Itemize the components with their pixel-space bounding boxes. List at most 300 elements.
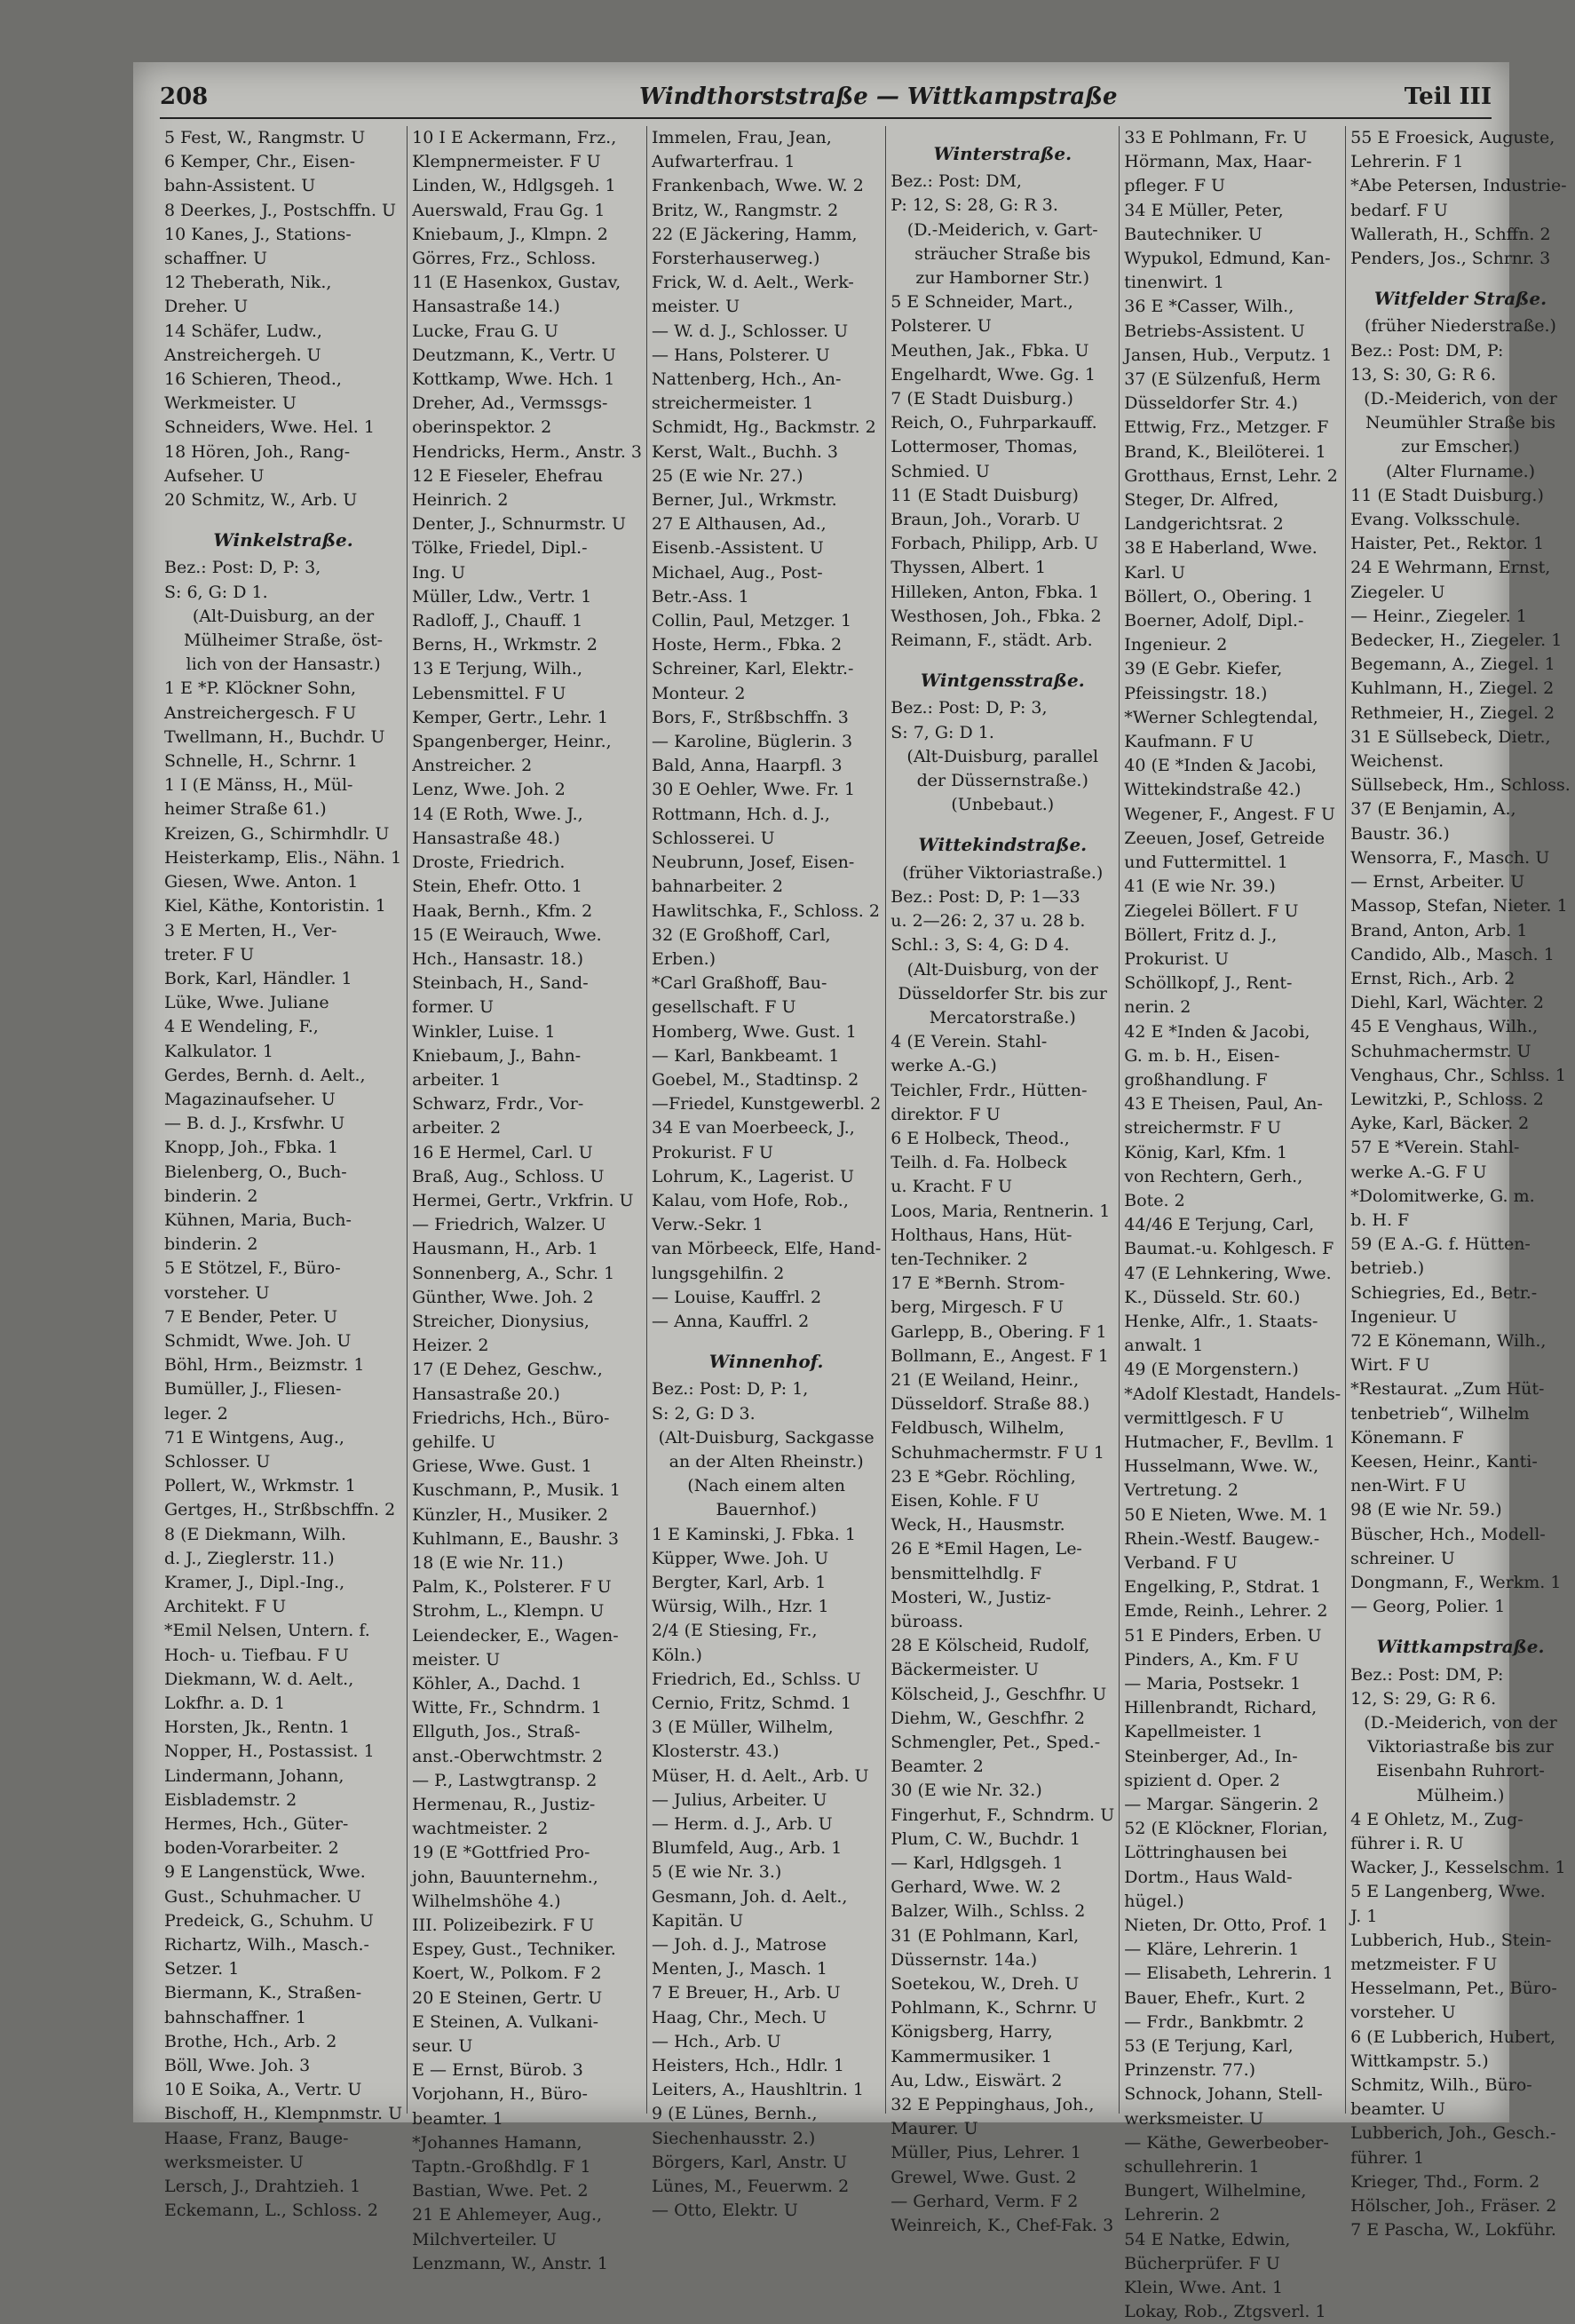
- directory-entry: Hausmann, H., Arb. 1: [412, 1239, 598, 1259]
- directory-entry: nerin. 2: [1124, 997, 1191, 1018]
- directory-entry: Krieger, Thd., Form. 2: [1350, 2171, 1540, 2192]
- directory-entry: 16 Schieren, Theod.,: [164, 369, 342, 390]
- directory-entry: Gerdes, Bernh. d. Aelt.,: [164, 1065, 366, 1085]
- directory-entry: Hermei, Gertr., Vrkfrin. U: [412, 1190, 634, 1210]
- directory-entry: nen-Wirt. F U: [1350, 1476, 1467, 1496]
- directory-entry: Haak, Bernh., Kfm. 2: [412, 900, 593, 921]
- directory-entry: 71 E Wintgens, Aug.,: [164, 1427, 344, 1448]
- directory-entry: Büscher, Hch., Modell-: [1350, 1524, 1546, 1544]
- directory-entry: Kapellmeister. 1: [1124, 1722, 1263, 1742]
- directory-entry: Ellguth, Jos., Straß-: [412, 1722, 581, 1742]
- column-3: [647, 126, 886, 2221]
- directory-entry: arbeiter. 2: [412, 1118, 502, 1138]
- directory-entry: Haag, Chr., Mech. U: [652, 2007, 827, 2027]
- directory-entry: Baumat.-u. Kohlgesch. F: [1124, 1239, 1334, 1259]
- directory-entry: Hansastraße 20.): [412, 1384, 560, 1404]
- directory-entry: Braun, Joh., Vorarb. U: [890, 510, 1080, 530]
- column-2: [408, 126, 647, 2273]
- directory-entry: 44/46 E Terjung, Carl,: [1124, 1215, 1315, 1235]
- directory-entry: Kalau, vom Hofe, Rob.,: [652, 1190, 849, 1210]
- directory-entry: — Käthe, Gewerbeober-: [1124, 2132, 1329, 2153]
- directory-entry: 7 E Breuer, H., Arb. U: [652, 1983, 841, 2003]
- directory-entry: Thyssen, Albert. 1: [890, 558, 1047, 578]
- directory-entry: Schlosserei. U: [652, 828, 775, 848]
- directory-entry: Strohm, L., Klempn. U: [412, 1601, 605, 1622]
- directory-entry: 9 E Langenstück, Wwe.: [164, 1862, 366, 1883]
- directory-entry: Kniebaum, J., Klmpn. 2: [412, 224, 608, 244]
- directory-entry: Bez.: Post: DM, P:: [1350, 1664, 1504, 1685]
- columns-container: [160, 126, 1571, 2322]
- directory-entry: Hendricks, Herm., Anstr. 3: [412, 441, 643, 462]
- directory-entry: Gust., Schuhmacher. U: [164, 1886, 361, 1907]
- directory-entry: direktor. F U: [890, 1104, 1001, 1124]
- directory-entry: Schuhmachermstr. U: [1350, 1041, 1531, 1061]
- directory-entry: Goebel, M., Stadtinsp. 2: [652, 1069, 859, 1090]
- directory-entry: Friedrichs, Hch., Büro-: [412, 1408, 610, 1428]
- directory-entry: Könemann. F: [1350, 1427, 1464, 1448]
- directory-entry: Homberg, Wwe. Gust. 1: [652, 1021, 857, 1042]
- directory-entry: Gerhard, Wwe. W. 2: [890, 1877, 1062, 1898]
- directory-entry: Balzer, Wilh., Schlss. 2: [890, 1901, 1086, 1922]
- directory-entry: Bergter, Karl, Arb. 1: [652, 1572, 827, 1592]
- directory-entry: Ingenieur. U: [1350, 1306, 1458, 1327]
- directory-entry: 20 Schmitz, W., Arb. U: [164, 490, 358, 511]
- street-note: (D.-Meiderich, von der: [1364, 1713, 1557, 1733]
- directory-entry: Fingerhut, F., Schndrm. U: [890, 1804, 1115, 1825]
- directory-entry: 1 I (E Mänss, H., Mül-: [164, 775, 353, 796]
- directory-entry: 18 Hören, Joh., Rang-: [164, 441, 351, 462]
- directory-entry: Predeick, G., Schuhm. U: [164, 1910, 374, 1931]
- directory-entry: Milchverteiler. U: [412, 2229, 558, 2249]
- directory-entry: 6 (E Lubberich, Hubert,: [1350, 2027, 1556, 2047]
- directory-entry: Kerst, Walt., Buchh. 3: [652, 441, 839, 462]
- directory-entry: Penders, Jos., Schrnr. 3: [1350, 249, 1551, 269]
- directory-entry: großhandlung. F: [1124, 1069, 1268, 1090]
- directory-entry: tinenwirt. 1: [1124, 273, 1224, 293]
- directory-entry: 1 E *P. Klöckner Sohn,: [164, 678, 356, 699]
- directory-entry: Engelking, P., Stdrat. 1: [1124, 1577, 1322, 1598]
- directory-entry: Steger, Dr. Alfred,: [1124, 490, 1279, 511]
- directory-entry: 49 (E Morgenstern.): [1124, 1360, 1299, 1380]
- directory-entry: van Mörbeeck, Elfe, Hand-: [652, 1239, 882, 1259]
- directory-entry: Günther, Wwe. Joh. 2: [412, 1287, 594, 1307]
- directory-entry: 5 (E wie Nr. 3.): [652, 1862, 782, 1883]
- street-heading: Wittekindstraße.: [918, 834, 1088, 856]
- directory-entry: Michael, Aug., Post-: [652, 562, 823, 583]
- directory-entry: Denter, J., Schnurmstr. U: [412, 514, 626, 535]
- directory-entry: Begemann, A., Ziegel. 1: [1350, 654, 1555, 675]
- directory-entry: Aufseher. U: [164, 465, 265, 486]
- directory-entry: Schnock, Johann, Stell-: [1124, 2084, 1323, 2105]
- street-note: Düsseldorfer Str. bis zur: [898, 983, 1107, 1003]
- directory-entry: — Julius, Arbeiter. U: [652, 1789, 827, 1810]
- directory-entry: Süllsebeck, Hm., Schloss.: [1350, 775, 1571, 796]
- street-note: Neumühler Straße bis: [1365, 413, 1556, 433]
- directory-entry: 34 E Müller, Peter,: [1124, 200, 1284, 220]
- directory-entry: Spangenberger, Heinr.,: [412, 732, 612, 752]
- directory-entry: *Dolomitwerke, G. m.: [1350, 1186, 1535, 1206]
- directory-entry: anwalt. 1: [1124, 1336, 1204, 1356]
- directory-entry: 12 E Fieseler, Ehefrau: [412, 465, 604, 486]
- directory-entry: Kiel, Käthe, Kontoristin. 1: [164, 896, 386, 916]
- directory-entry: Görres, Frz., Schloss.: [412, 249, 597, 269]
- street-note: Mercatorstraße.): [929, 1007, 1076, 1027]
- directory-entry: Siechenhausstr. 2.): [652, 2128, 816, 2148]
- directory-entry: beamter. 1: [412, 2108, 503, 2129]
- directory-entry: Müller, Pius, Lehrer. 1: [890, 2143, 1081, 2163]
- directory-entry: Monteur. 2: [652, 683, 746, 703]
- column-6: [1346, 126, 1575, 2241]
- directory-entry: Horsten, Jk., Rentn. 1: [164, 1717, 351, 1738]
- directory-entry: Frick, W. d. Aelt., Werk-: [652, 273, 854, 293]
- directory-entry: 16 E Hermel, Carl. U: [412, 1142, 593, 1162]
- directory-entry: 59 (E A.-G. f. Hütten-: [1350, 1234, 1531, 1255]
- directory-entry: Weichenst.: [1350, 751, 1444, 772]
- directory-entry: werksmeister. U: [1124, 2108, 1264, 2129]
- street-note: Bauernhof.): [716, 1500, 817, 1520]
- directory-entry: 50 E Nieten, Wwe. M. 1: [1124, 1504, 1329, 1525]
- directory-entry: Frankenbach, Wwe. W. 2: [652, 176, 864, 196]
- directory-entry: Schwarz, Frdr., Vor-: [412, 1094, 584, 1114]
- directory-entry: 11 (E Hasenkox, Gustav,: [412, 273, 621, 293]
- directory-entry: — Friedrich, Walzer. U: [412, 1215, 606, 1235]
- directory-entry: 53 (E Terjung, Karl,: [1124, 2036, 1294, 2057]
- directory-entry: 6 Kemper, Chr., Eisen-: [164, 152, 356, 172]
- street-note: an der Alten Rheinstr.): [669, 1451, 864, 1471]
- directory-entry: büroass.: [890, 1611, 964, 1631]
- street-note: (Alt-Duisburg, Sackgasse: [658, 1427, 875, 1448]
- directory-entry: Müser, H. d. Aelt., Arb. U: [652, 1765, 869, 1786]
- directory-entry: Ayke, Karl, Bäcker. 2: [1350, 1114, 1530, 1134]
- street-heading: Wittkampstraße.: [1376, 1636, 1545, 1658]
- directory-entry: hügel.): [1124, 1891, 1184, 1911]
- directory-entry: 12 Theberath, Nik.,: [164, 273, 332, 293]
- directory-entry: Friedrich, Ed., Schlss. U: [652, 1669, 861, 1689]
- directory-entry: Streicher, Dionysius,: [412, 1311, 590, 1331]
- directory-entry: bensmittelhdlg. F: [890, 1563, 1042, 1583]
- street-note: sträucher Straße bis: [914, 243, 1091, 264]
- directory-entry: 5 E Schneider, Mart.,: [890, 292, 1073, 313]
- street-note: (Alt-Duisburg, parallel: [906, 746, 1099, 766]
- directory-entry: Mosteri, W., Justiz-: [890, 1587, 1052, 1607]
- directory-entry: — Elisabeth, Lehrerin. 1: [1124, 1963, 1334, 1984]
- directory-entry: 32 E Peppinghaus, Joh.,: [890, 2095, 1095, 2115]
- directory-entry: Au, Ldw., Eiswärt. 2: [890, 2070, 1063, 2090]
- directory-entry: Schreiner, Karl, Elektr.-: [652, 659, 854, 679]
- directory-entry: Lehrerin. F 1: [1350, 152, 1464, 172]
- directory-entry: Kaufmann. F U: [1124, 732, 1254, 752]
- directory-entry: schreiner. U: [1350, 1548, 1455, 1568]
- directory-entry: Kapitän. U: [652, 1910, 744, 1931]
- directory-entry: Neubrunn, Josef, Eisen-: [652, 853, 855, 873]
- directory-entry: Wirt. F U: [1350, 1355, 1430, 1376]
- directory-entry: Vorjohann, H., Büro-: [412, 2084, 588, 2105]
- directory-entry: 12, S: 29, G: R 6.: [1350, 1688, 1497, 1709]
- directory-entry: 23 E *Gebr. Röchling,: [890, 1466, 1076, 1487]
- directory-entry: Diehl, Karl, Wächter. 2: [1350, 993, 1544, 1013]
- directory-entry: — Hans, Polsterer. U: [652, 345, 830, 365]
- directory-entry: spizient d. Oper. 2: [1124, 1770, 1280, 1790]
- directory-entry: Lünes, M., Feuerwm. 2: [652, 2177, 850, 2197]
- directory-entry: Lindermann, Johann,: [164, 1765, 344, 1786]
- directory-entry: Brothe, Hch., Arb. 2: [164, 2031, 337, 2051]
- directory-entry: und Futtermittel. 1: [1124, 853, 1288, 873]
- directory-entry: Architekt. F U: [164, 1597, 287, 1617]
- directory-entry: Köln.): [652, 1645, 702, 1665]
- directory-entry: Cernio, Fritz, Schmd. 1: [652, 1693, 852, 1713]
- directory-entry: treter. F U: [164, 944, 255, 964]
- directory-entry: vermittlgesch. F U: [1124, 1408, 1285, 1428]
- directory-entry: *Emil Nelsen, Untern. f.: [164, 1621, 370, 1641]
- street-note: (D.-Meiderich, v. Gart-: [906, 219, 1098, 240]
- street-note: Mülheimer Straße, öst-: [184, 631, 384, 651]
- directory-entry: 28 E Kölscheid, Rudolf,: [890, 1636, 1090, 1656]
- directory-entry: Hölscher, Joh., Fräser. 2: [1350, 2196, 1557, 2217]
- directory-entry: Eisblademstr. 2: [164, 1789, 297, 1810]
- directory-entry: Hoste, Herm., Fbka. 2: [652, 635, 843, 655]
- directory-entry: Bücherprüfer. F U: [1124, 2253, 1280, 2273]
- directory-entry: ten-Techniker. 2: [890, 1249, 1028, 1269]
- directory-entry: Koert, W., Polkom. F 2: [412, 1963, 602, 1984]
- directory-entry: Prokurist. F U: [652, 1142, 773, 1162]
- directory-entry: Böll, Wwe. Joh. 3: [164, 2056, 311, 2076]
- street-note: (Alt-Duisburg, von der: [906, 959, 1098, 980]
- directory-entry: Klempnermeister. F U: [412, 152, 601, 172]
- directory-entry: meister. U: [652, 297, 740, 317]
- directory-entry: Collin, Paul, Metzger. 1: [652, 611, 852, 631]
- directory-entry: Böhl, Hrm., Beizmstr. 1: [164, 1355, 365, 1376]
- directory-entry: 10 E Soika, A., Vertr. U: [164, 2080, 362, 2100]
- street-note: (Alt-Duisburg, an der: [192, 606, 375, 626]
- directory-entry: Diehm, W., Geschfhr. 2: [890, 1708, 1085, 1728]
- directory-entry: 52 (E Klöckner, Florian,: [1124, 1819, 1328, 1839]
- directory-entry: Bastian, Wwe. Pet. 2: [412, 2181, 589, 2201]
- directory-entry: Henke, Alfr., 1. Staats-: [1124, 1311, 1318, 1331]
- directory-entry: Kottkamp, Wwe. Hch. 1: [412, 369, 615, 390]
- directory-entry: Gertges, H., Strßbschffn. 2: [164, 1500, 396, 1520]
- directory-entry: Leiters, A., Haushltrin. 1: [652, 2080, 864, 2100]
- directory-entry: Hch., Hansastr. 18.): [412, 948, 583, 969]
- directory-entry: 14 (E Roth, Wwe. J.,: [412, 804, 583, 824]
- directory-entry: 5 E Langenberg, Wwe.: [1350, 1882, 1546, 1902]
- directory-entry: pfleger. F U: [1124, 176, 1226, 196]
- directory-entry: Köhler, A., Dachd. 1: [412, 1674, 582, 1693]
- directory-entry: Schneiders, Wwe. Hel. 1: [164, 417, 375, 438]
- directory-entry: 39 (E Gebr. Kiefer,: [1124, 659, 1283, 679]
- directory-entry: 7 (E Stadt Duisburg.): [890, 389, 1073, 409]
- directory-entry: Leiendecker, E., Wagen-: [412, 1625, 619, 1646]
- running-title: Windthorststraße — Wittkampstraße: [639, 83, 1118, 110]
- directory-entry: *Werner Schlegtendal,: [1124, 707, 1318, 727]
- directory-entry: Teilh. d. Fa. Holbeck: [890, 1153, 1067, 1173]
- directory-entry: Schmidt, Wwe. Joh. U: [164, 1330, 352, 1351]
- directory-entry: Ing. U: [412, 562, 466, 583]
- directory-entry: Heisterkamp, Elis., Nähn. 1: [164, 847, 402, 868]
- directory-entry: führer. 1: [1350, 2147, 1425, 2168]
- directory-entry: Lenzmann, W., Anstr. 1: [412, 2253, 608, 2273]
- directory-entry: Weinreich, K., Chef-Fak. 3: [890, 2216, 1114, 2236]
- directory-entry: Bielenberg, O., Buch-: [164, 1162, 347, 1182]
- directory-entry: wachtmeister. 2: [412, 1819, 549, 1839]
- directory-entry: u. Kracht. F U: [890, 1177, 1012, 1197]
- directory-entry: 13, S: 30, G: R 6.: [1350, 364, 1497, 385]
- directory-entry: Haister, Pet., Rektor. 1: [1350, 534, 1545, 554]
- directory-entry: Forsterhauserweg.): [652, 249, 820, 269]
- directory-entry: — Georg, Polier. 1: [1350, 1597, 1506, 1617]
- directory-entry: Setzer. 1: [164, 1959, 240, 1979]
- directory-entry: 31 (E Pohlmann, Karl,: [890, 1925, 1080, 1946]
- directory-entry: Vertretung. 2: [1124, 1480, 1239, 1501]
- street-heading: Winkelstraße.: [213, 529, 353, 551]
- street-note: (Alter Flurname.): [1385, 461, 1536, 481]
- directory-entry: 25 (E wie Nr. 27.): [652, 465, 803, 486]
- directory-entry: 42 E *Inden & Jacobi,: [1124, 1021, 1310, 1042]
- directory-entry: — Heinr., Ziegeler. 1: [1350, 606, 1527, 626]
- directory-entry: Britz, W., Rangmstr. 2: [652, 200, 839, 220]
- directory-entry: Massop, Stefan, Nieter. 1: [1350, 896, 1568, 916]
- directory-entry: Schiegries, Ed., Betr.-: [1350, 1282, 1538, 1303]
- directory-entry: Reimann, F., städt. Arb.: [890, 631, 1093, 651]
- directory-entry: Pfeissingstr. 18.): [1124, 683, 1268, 703]
- directory-entry: Bäckermeister. U: [890, 1660, 1040, 1680]
- street-note: (D.-Meiderich, von der: [1364, 389, 1557, 409]
- directory-entry: Hesselmann, Pet., Büro-: [1350, 1979, 1557, 1999]
- directory-entry: 19 (E *Gottfried Pro-: [412, 1843, 590, 1863]
- directory-entry: 17 (E Dehez, Geschw.,: [412, 1360, 603, 1380]
- directory-entry: — Karl, Hdlgsgeh. 1: [890, 1853, 1064, 1874]
- directory-entry: Pohlmann, K., Schrnr. U: [890, 1998, 1097, 2019]
- street-note: Viktoriastraße bis zur: [1367, 1737, 1554, 1757]
- directory-entry: Biermann, K., Straßen-: [164, 1983, 362, 2003]
- directory-entry: Bungert, Wilhelmine,: [1124, 2181, 1307, 2201]
- directory-entry: Tölke, Friedel, Dipl.-: [412, 538, 588, 559]
- directory-entry: Nopper, H., Postassist. 1: [164, 1741, 375, 1762]
- directory-entry: E Steinen, A. Vulkani-: [412, 2011, 598, 2032]
- column-5: [1120, 126, 1346, 2322]
- directory-entry: Königsberg, Harry,: [890, 2022, 1053, 2042]
- directory-entry: 8 (E Diekmann, Wilh.: [164, 1524, 347, 1544]
- directory-entry: Hermenau, R., Justiz-: [412, 1795, 596, 1815]
- directory-entry: Beamter. 2: [890, 1757, 984, 1777]
- directory-entry: Radloff, J., Chauff. 1: [412, 611, 583, 631]
- directory-entry: 55 E Froesick, Auguste,: [1350, 128, 1555, 147]
- directory-entry: Husselmann, Wwe. W.,: [1124, 1456, 1319, 1477]
- directory-entry: anst.-Oberwchtmstr. 2: [412, 1746, 603, 1766]
- directory-entry: Lüke, Wwe. Juliane: [164, 993, 329, 1013]
- directory-entry: Brand, K., Bleilöterei. 1: [1124, 441, 1326, 462]
- directory-entry: Lubberich, Hub., Stein-: [1350, 1930, 1552, 1950]
- directory-entry: Winkler, Luise. 1: [412, 1021, 556, 1042]
- directory-entry: 41 (E wie Nr. 39.): [1124, 876, 1276, 897]
- directory-entry: Knopp, Joh., Fbka. 1: [164, 1138, 339, 1158]
- directory-entry: gehilfe. U: [412, 1432, 496, 1452]
- directory-entry: 13 E Terjung, Wilh.,: [412, 659, 583, 679]
- directory-entry: Bez.: Post: D, P: 1—33: [890, 886, 1080, 907]
- directory-entry: Rethmeier, H., Ziegel. 2: [1350, 702, 1555, 723]
- directory-entry: Klosterstr. 43.): [652, 1741, 780, 1762]
- directory-entry: Böllert, O., Obering. 1: [1124, 586, 1314, 607]
- directory-entry: — Ernst, Arbeiter. U: [1350, 872, 1525, 892]
- directory-entry: Reich, O., Fuhrparkauff.: [890, 413, 1097, 433]
- directory-entry: 18 (E wie Nr. 11.): [412, 1552, 564, 1573]
- directory-entry: Wittkampstr. 5.): [1350, 2050, 1489, 2071]
- directory-entry: Kuhlmann, E., Baushr. 3: [412, 1528, 620, 1549]
- directory-entry: 9 (E Lünes, Bernh.,: [652, 2104, 818, 2124]
- directory-entry: Kemper, Gertr., Lehr. 1: [412, 707, 609, 727]
- directory-entry: 11 (E Stadt Duisburg): [890, 485, 1079, 505]
- directory-entry: bahn-Assistent. U: [164, 176, 316, 196]
- directory-entry: Kreizen, G., Schirmhdlr. U: [164, 823, 390, 844]
- directory-entry: — Karoline, Büglerin. 3: [652, 732, 853, 752]
- directory-entry: Düssernstr. 14a.): [890, 1949, 1038, 1970]
- directory-entry: meister. U: [412, 1649, 501, 1670]
- directory-entry: leger. 2: [164, 1403, 228, 1424]
- directory-entry: binderin. 2: [164, 1186, 258, 1206]
- directory-entry: König, Karl, Kfm. 1: [1124, 1142, 1288, 1162]
- street-note: (früher Viktoriastraße.): [902, 862, 1104, 883]
- directory-entry: Ziegeler. U: [1350, 582, 1445, 602]
- part-label: Teil III: [1404, 83, 1492, 110]
- directory-entry: Meuthen, Jak., Fbka. U: [890, 340, 1089, 361]
- directory-entry: Dreher, Ad., Vermssgs-: [412, 393, 608, 414]
- directory-entry: Künzler, H., Musiker. 2: [412, 1504, 608, 1525]
- column-1: [160, 126, 408, 2221]
- directory-entry: Loos, Maria, Rentnerin. 1: [890, 1201, 1111, 1221]
- directory-entry: Bez.: Post: D, P: 3,: [164, 558, 321, 578]
- directory-entry: Hansastraße 14.): [412, 297, 560, 317]
- directory-entry: Karl. U: [1124, 562, 1186, 583]
- directory-entry: Forbach, Philipp, Arb. U: [890, 534, 1099, 554]
- directory-entry: — Frdr., Bankbmtr. 2: [1124, 2011, 1304, 2032]
- directory-entry: Wensorra, F., Masch. U: [1350, 847, 1550, 868]
- directory-entry: former. U: [412, 997, 495, 1018]
- directory-entry: Haase, Franz, Bauge-: [164, 2128, 349, 2148]
- directory-entry: Menten, J., Masch. 1: [652, 1959, 828, 1979]
- directory-entry: Berns, H., Wrkmstr. 2: [412, 635, 598, 655]
- directory-entry: — B. d. J., Krsfwhr. U: [164, 1114, 345, 1134]
- directory-entry: Bez.: Post: D, P: 1,: [652, 1379, 809, 1400]
- directory-entry: betrieb.): [1350, 1258, 1425, 1279]
- directory-entry: Pinders, A., Km. F U: [1124, 1649, 1300, 1670]
- directory-entry: 1 E Kaminski, J. Fbka. 1: [652, 1524, 856, 1544]
- directory-entry: Plum, C. W., Buchdr. 1: [890, 1828, 1081, 1849]
- directory-entry: Schuhmachermstr. F U 1: [890, 1442, 1105, 1463]
- directory-entry: 72 E Könemann, Wilh.,: [1350, 1330, 1547, 1351]
- directory-entry: Wilhelmshöhe 4.): [412, 1891, 561, 1911]
- directory-entry: J. 1: [1350, 1906, 1378, 1926]
- directory-entry: Ziegelei Böllert. F U: [1124, 900, 1299, 921]
- directory-entry: 37 (E Sülzenfuß, Herm: [1124, 369, 1321, 390]
- directory-entry: 14 Schäfer, Ludw.,: [164, 321, 322, 341]
- directory-entry: Eisen, Kohle. F U: [890, 1490, 1040, 1511]
- directory-entry: Deutzmann, K., Vertr. U: [412, 345, 616, 365]
- directory-entry: Bez.: Post: DM,: [890, 171, 1022, 192]
- directory-entry: Klein, Wwe. Ant. 1: [1124, 2278, 1284, 2298]
- directory-entry: Kniebaum, J., Bahn-: [412, 1045, 582, 1066]
- directory-entry: 30 E Oehler, Wwe. Fr. 1: [652, 780, 856, 800]
- directory-entry: Bautechniker. U: [1124, 224, 1262, 244]
- directory-entry: john, Bauunternehm.,: [412, 1867, 598, 1887]
- directory-entry: *Carl Graßhoff, Bau-: [652, 973, 827, 994]
- directory-entry: Bald, Anna, Haarpfl. 3: [652, 756, 843, 776]
- directory-entry: P: 12, S: 28, G: R 3.: [890, 195, 1058, 216]
- directory-entry: 21 (E Weiland, Heinr.,: [890, 1369, 1080, 1390]
- directory-entry: Evang. Volksschule.: [1350, 510, 1521, 530]
- street-note: lich von der Hansastr.): [186, 654, 381, 675]
- directory-entry: Polsterer. U: [890, 316, 992, 337]
- directory-entry: K., Düsseld. Str. 60.): [1124, 1287, 1301, 1307]
- directory-entry: 98 (E wie Nr. 59.): [1350, 1500, 1502, 1520]
